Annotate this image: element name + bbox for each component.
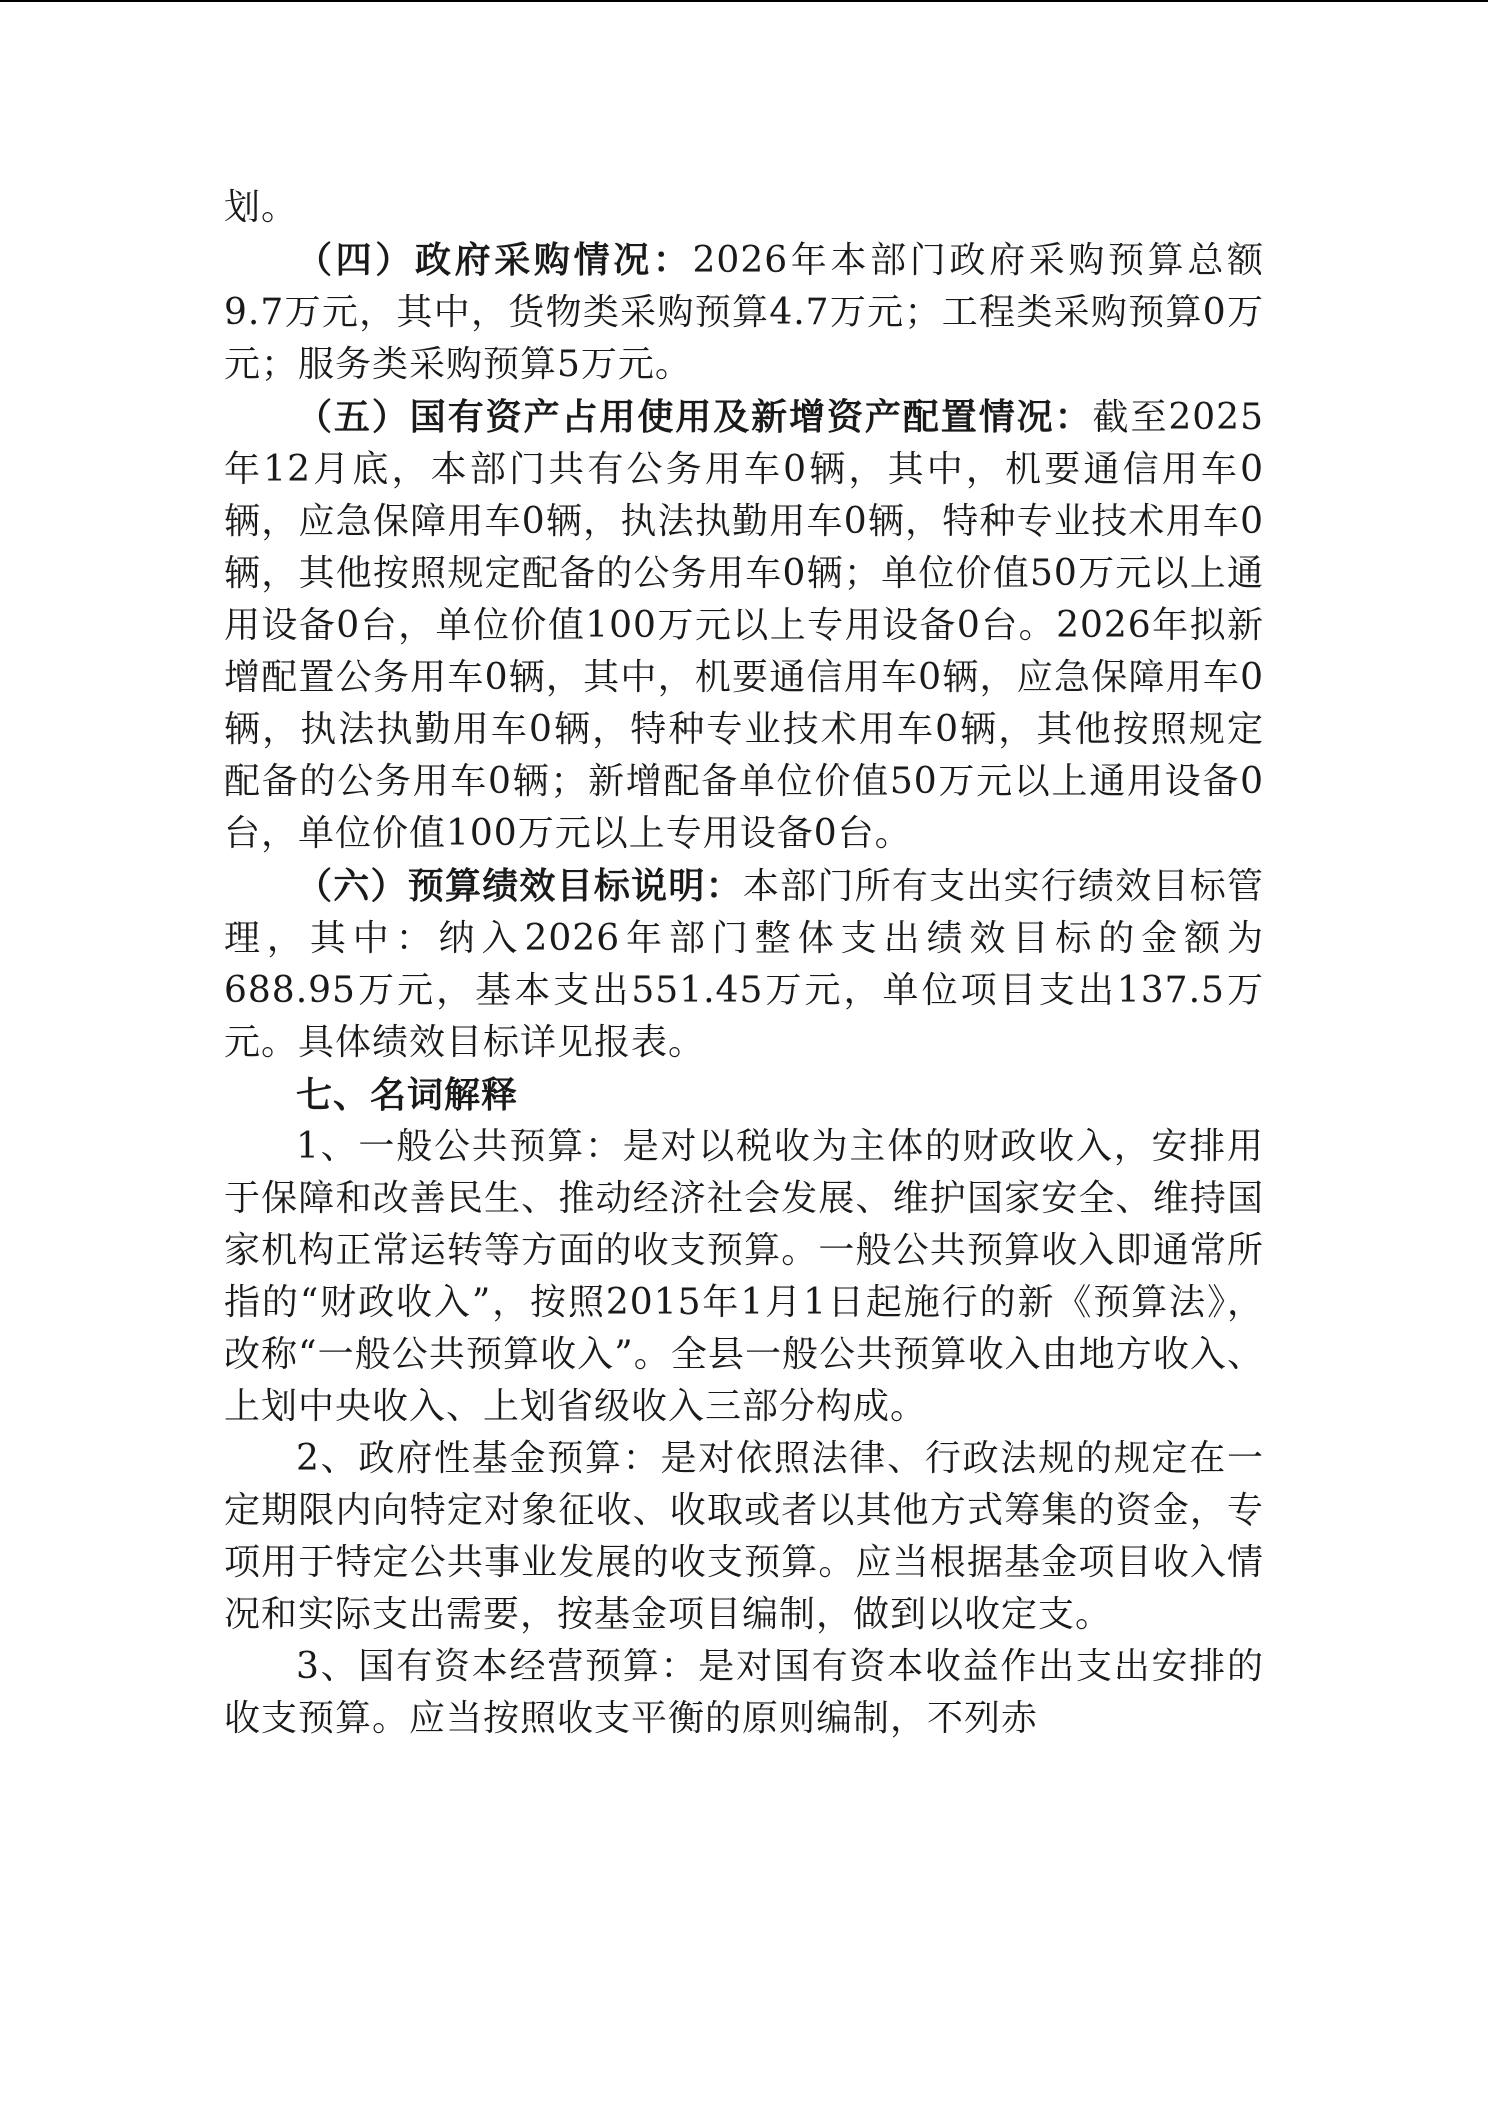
text-state-assets: 截至2025年12月底，本部门共有公务用车0辆，其中，机要通信用车0辆，应急保障用车0辆，执法执勤用车0辆，特种专业技术用车0辆，其他按照规定配备的公务用车0辆；单位价值50万元以上通用设备0台，单位价值100万元以上专用设备0台。2026年拟新增配置公务用车0辆，其中，机要通信用车0辆，应急保障用车0辆，执法执勤用车0辆，特种专业技术用车0辆，其他按照规定配备的公务用车0辆；新增配备单位价值50万元以上通用设备0台，单位价值100万元以上专用设备0台。	[224, 397, 1264, 854]
paragraph-continuation: 划。	[224, 187, 299, 228]
heading-government-procurement: （四）政府采购情况：	[296, 239, 693, 281]
paragraph-government-procurement	[224, 234, 1264, 391]
text-government-procurement: 2026年本部门政府采购预算总额9.7万元，其中，货物类采购预算4.7万元；工程类采购预算0万元；服务类采购预算5万元。	[224, 240, 1264, 385]
heading-performance-goals: （六）预算绩效目标说明：	[296, 865, 743, 907]
paragraph-performance-goals	[224, 860, 1264, 1069]
paragraph-state-capital-budget: 3、国有资本经营预算：是对国有资本收益作出支出安排的收支预算。应当按照收支平衡的原则编制，不列赤	[224, 1646, 1264, 1739]
paragraph-general-public-budget: 1、一般公共预算：是对以税收为主体的财政收入，安排用于保障和改善民生、推动经济社会发展、维护国家安全、维持国家机构正常运转等方面的收支预算。一般公共预算收入即通常所指的“财政收入”，按照2015年1月1日起施行的新《预算法》，改称“一般公共预算收入”。全县一般公共预算收入由地方收入、上划中央收入、上划省级收入三部分构成。	[224, 1126, 1264, 1427]
heading-state-assets: （五）国有资产占用使用及新增资产配置情况：	[296, 396, 1093, 438]
document-body	[224, 182, 1264, 1745]
paragraph-government-fund-budget: 2、政府性基金预算：是对依照法律、行政法规的规定在一定期限内向特定对象征收、收取或者以其他方式筹集的资金，专项用于特定公共事业发展的收支预算。应当根据基金项目收入情况和实际支出需要，按基金项目编制，做到以收定支。	[224, 1438, 1264, 1635]
section-title-glossary: 七、名词解释	[296, 1074, 519, 1116]
text-performance-goals: 本部门所有支出实行绩效目标管理，其中：纳入2026年部门整体支出绩效目标的金额为688.95万元，基本支出551.45万元，单位项目支出137.5万元。具体绩效目标详见报表。	[224, 866, 1264, 1063]
paragraph-state-assets	[224, 391, 1264, 860]
